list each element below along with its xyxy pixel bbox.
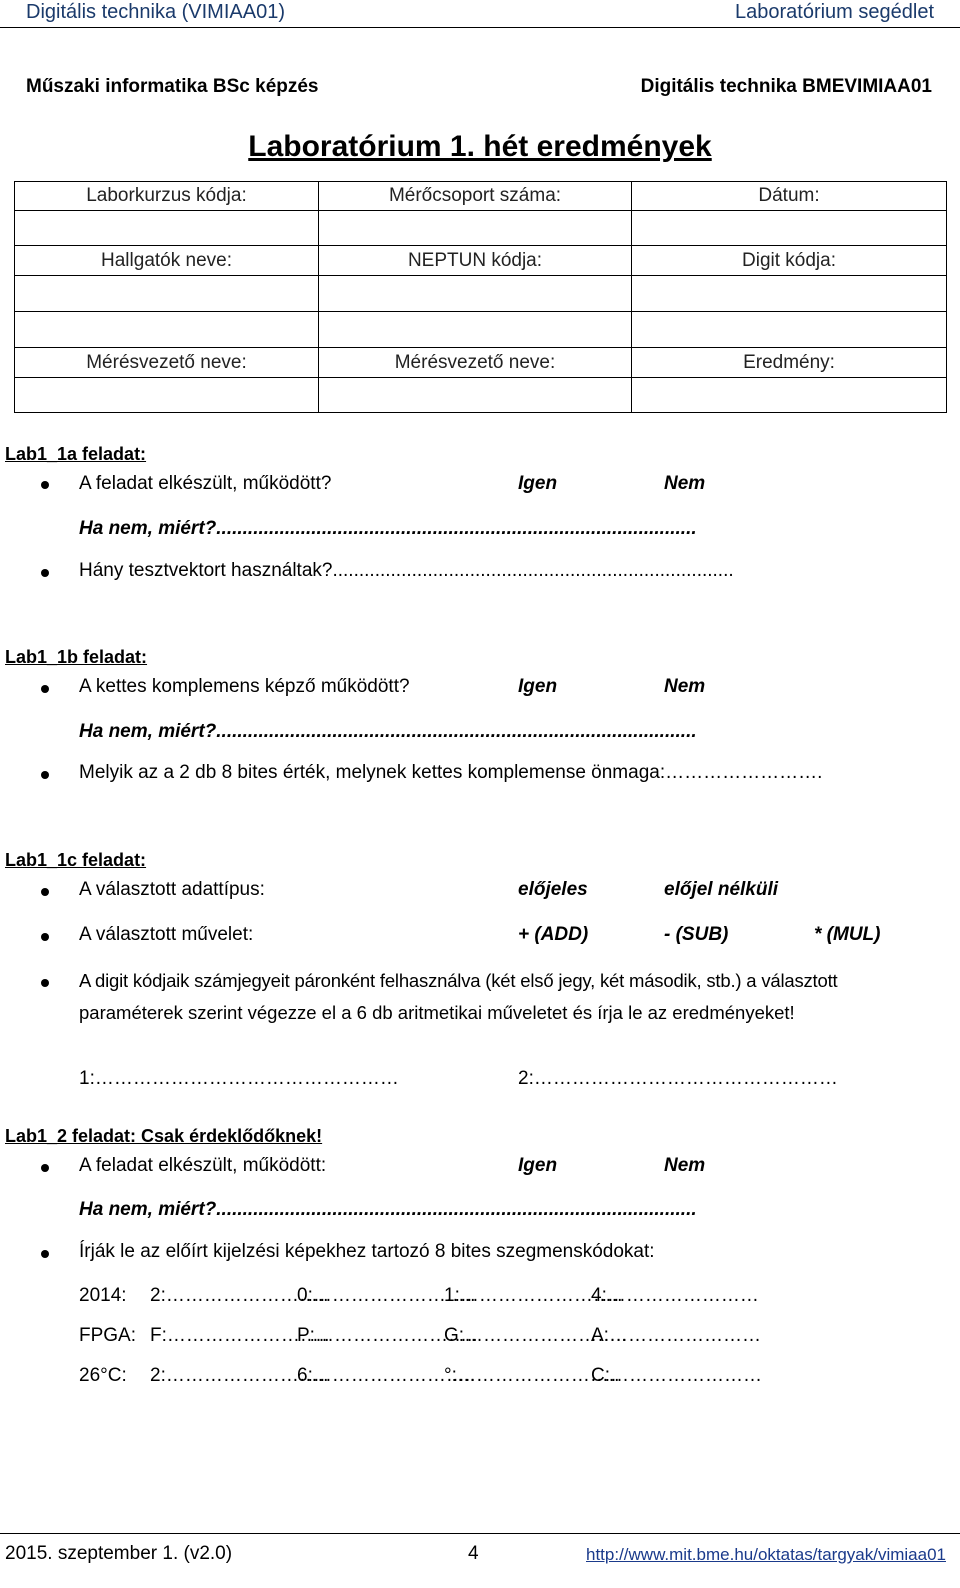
bullet [41, 933, 49, 941]
segment-code-field[interactable]: 0:…………………….. [297, 1285, 476, 1306]
lab1b-why-line[interactable]: Ha nem, miért?........................................................................................... [79, 721, 697, 742]
bullet [41, 685, 49, 693]
lab1c-datatype-question: A választott adattípus: [79, 879, 265, 900]
segment-row-label: 2014: [79, 1285, 127, 1306]
header-doc-type: Laboratórium segédlet [734, 1, 934, 23]
segment-code-field[interactable]: F:…………………….. [150, 1325, 330, 1346]
bullet [41, 979, 49, 987]
segment-code-field[interactable]: 2:…………………….. [150, 1285, 329, 1306]
field-date[interactable] [632, 211, 947, 246]
field-supervisor-2[interactable] [319, 378, 632, 413]
label-course-code: Laborkurzus kódja: [15, 182, 319, 211]
lab2-why-line[interactable]: Ha nem, miért?........................................................................................... [79, 1199, 697, 1220]
label-supervisor-1: Mérésvezető neve: [15, 348, 319, 378]
lab1a-test-vectors-question[interactable]: Hány tesztvektort használtak?............................................................................ [79, 560, 734, 581]
header-course: Digitális technika (VIMIAA01) [26, 1, 285, 23]
field-student-name-1[interactable] [15, 276, 319, 312]
section-lab1-2-heading: Lab1_2 feladat: Csak érdeklődőknek! [5, 1126, 323, 1146]
segment-code-field[interactable]: P:…………………….. [297, 1325, 478, 1346]
segment-code-field[interactable]: °:…………………….. [444, 1365, 620, 1386]
lab1c-sub-option[interactable]: - (SUB) [664, 924, 729, 945]
bullet [41, 569, 49, 577]
lab1b-yes-option[interactable]: Igen [518, 676, 558, 697]
lab1c-mul-option[interactable]: * (MUL) [814, 924, 881, 945]
lab1a-question-done: A feladat elkészült, működött? [79, 473, 332, 494]
label-supervisor-2: Mérésvezető neve: [319, 348, 632, 378]
segment-code-field[interactable]: C:…………………… [591, 1365, 762, 1386]
lab1a-yes-option[interactable]: Igen [518, 473, 558, 494]
footer-date: 2015. szeptember 1. (v2.0) [5, 1543, 233, 1564]
lab1b-self-complement-question[interactable]: Melyik az a 2 db 8 bites érték, melynek kettes komplemense önmaga:……………………. [79, 762, 823, 783]
field-course-code[interactable] [15, 211, 319, 246]
label-neptun-code: NEPTUN kódja: [319, 246, 632, 276]
label-group-number: Mérőcsoport száma: [319, 182, 632, 211]
field-digit-1[interactable] [632, 276, 947, 312]
lab1a-no-option[interactable]: Nem [664, 473, 706, 494]
page-number: 4 [468, 1543, 479, 1564]
footer-rule [0, 1533, 960, 1534]
field-digit-2[interactable] [632, 312, 947, 348]
segment-code-field[interactable]: 6:…………………….. [297, 1365, 476, 1386]
field-group-number[interactable] [319, 211, 632, 246]
lab2-yes-option[interactable]: Igen [518, 1155, 558, 1176]
section-lab1-1b-heading: Lab1_1b feladat: [5, 647, 148, 667]
lab2-segment-codes-question: Írják le az előírt kijelzési képekhez tartozó 8 bites szegmenskódokat: [79, 1241, 655, 1262]
footer-url-link[interactable]: http://www.mit.bme.hu/oktatas/targyak/vimiaa01 [586, 1545, 946, 1564]
segment-row-label: 26°C: [79, 1365, 127, 1386]
lab1a-why-line[interactable]: Ha nem, miért?........................................................................................... [79, 518, 697, 539]
lab1c-unsigned-option[interactable]: előjel nélküli [664, 879, 779, 900]
segment-code-field[interactable]: 1:…………………….. [444, 1285, 623, 1306]
lab2-no-option[interactable]: Nem [664, 1155, 706, 1176]
lab1c-add-option[interactable]: + (ADD) [518, 924, 589, 945]
segment-code-field[interactable]: A:…………………… [591, 1325, 761, 1346]
field-result[interactable] [632, 378, 947, 413]
field-student-name-2[interactable] [15, 312, 319, 348]
field-neptun-2[interactable] [319, 312, 632, 348]
lab2-question-done: A feladat elkészült, működött: [79, 1155, 327, 1176]
lab1c-instruction-line-1: A digit kódjaik számjegyeit páronként felhasználva (két első jegy, két második, stb.) a választott [79, 970, 838, 991]
program-name: Műszaki informatika BSc képzés [26, 76, 319, 97]
field-neptun-1[interactable] [319, 276, 632, 312]
bullet [41, 1250, 49, 1258]
label-digit-code: Digit kódja: [632, 246, 947, 276]
lab1c-operation-question: A választott művelet: [79, 924, 254, 945]
label-student-names: Hallgatók neve: [15, 246, 319, 276]
lab1c-result-1[interactable]: 1:………………………………………… [79, 1068, 399, 1089]
section-lab1-1a-heading: Lab1_1a feladat: [5, 444, 147, 464]
lab1c-instruction-line-2: paraméterek szerint végezze el a 6 db aritmetikai műveletet és írja le az eredményeket! [79, 1002, 795, 1023]
segment-row-label: FPGA: [79, 1325, 137, 1346]
segment-code-field[interactable]: 2:…………………….. [150, 1365, 329, 1386]
segment-code-field[interactable]: 4:…………………… [591, 1285, 759, 1306]
header-rule [0, 27, 960, 28]
label-date: Dátum: [632, 182, 947, 211]
segment-code-field[interactable]: G:…………………….. [444, 1325, 627, 1346]
lab1b-no-option[interactable]: Nem [664, 676, 706, 697]
section-lab1-1c-heading: Lab1_1c feladat: [5, 850, 147, 870]
lab1b-question-works: A kettes komplemens képző működött? [79, 676, 410, 697]
field-supervisor-1[interactable] [15, 378, 319, 413]
course-code: Digitális technika BMEVIMIAA01 [640, 76, 932, 97]
bullet [41, 1164, 49, 1172]
info-table [14, 181, 947, 413]
lab1c-signed-option[interactable]: előjeles [518, 879, 588, 900]
page-title: Laboratórium 1. hét eredmények [248, 130, 712, 163]
bullet [41, 481, 49, 489]
lab1c-result-2[interactable]: 2:………………………………………… [518, 1068, 838, 1089]
bullet [41, 771, 49, 779]
label-result: Eredmény: [632, 348, 947, 378]
bullet [41, 888, 49, 896]
